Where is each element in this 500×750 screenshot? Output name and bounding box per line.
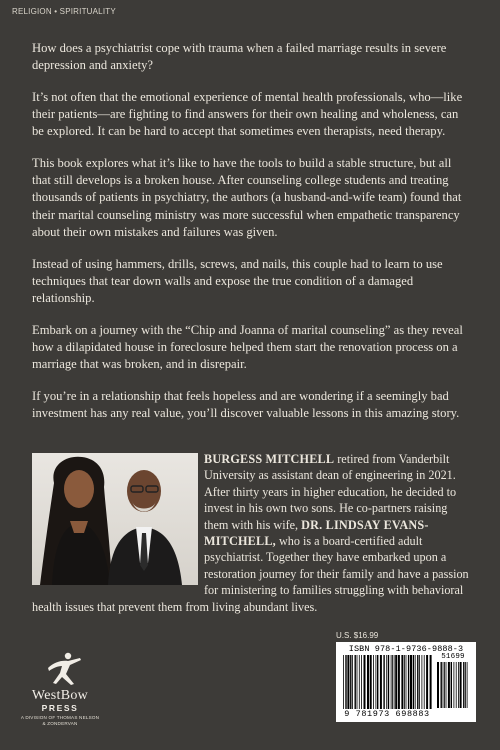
barcode-bar xyxy=(343,655,344,709)
barcode-bar xyxy=(410,655,412,709)
barcode-bar xyxy=(345,655,346,709)
barcode-bar xyxy=(376,655,377,709)
barcode-bar xyxy=(355,655,356,709)
barcode-bar xyxy=(467,662,468,708)
barcode-bar xyxy=(422,655,423,709)
barcode-bars xyxy=(342,655,434,709)
barcode-bar xyxy=(352,655,353,709)
publisher-division xyxy=(18,715,102,727)
barcode-bar xyxy=(370,655,372,709)
author-bio xyxy=(32,451,472,615)
barcode-bar xyxy=(456,662,457,708)
author-name-burgess: BURGESS MITCHELL xyxy=(204,452,335,466)
isbn-barcode xyxy=(336,642,476,722)
barcode-bar xyxy=(394,655,395,709)
barcode-bar xyxy=(388,655,389,709)
barcode-bar xyxy=(350,655,351,709)
barcode-bar xyxy=(441,662,442,708)
price-label: U.S. $16.99 xyxy=(336,631,379,640)
barcode-bar xyxy=(377,655,378,709)
bio-text-part-2: who is a board-certified adult psychiatrist. Together they have embarked upon a restoration journey for their family and have a passion for ministering to families struggling with behavioral health issues that prevent them from living abundant lives. xyxy=(32,534,469,614)
barcode-bar xyxy=(444,662,445,708)
isbn-text: ISBN 978-1-9736-9888-3 xyxy=(348,644,464,654)
blurb-paragraph-2: It’s not often that the emotional experience of mental health professionals, who—like their patients—are fighting to find answers for their own healing and wholeness, can be explored. It can be hard to accept that sometimes even therapists, need therapy. xyxy=(32,89,463,139)
publisher-name: WestBow xyxy=(31,688,89,703)
barcode-bar xyxy=(454,662,455,708)
barcode-bar xyxy=(419,655,420,709)
blurb-paragraph-5: Embark on a journey with the “Chip and Joanna of marital counseling” as they reveal how a dilapidated house in foreclosure helped them start the renovation process on a marriage that was broken, and in disrepair. xyxy=(32,322,463,372)
barcode-bar xyxy=(437,662,439,708)
category-label: RELIGION • SPIRITUALITY xyxy=(12,7,116,16)
barcode-bar xyxy=(359,655,360,709)
barcode-bar xyxy=(408,655,409,709)
barcode-bar xyxy=(373,655,374,709)
barcode-addon-digits: 51699 xyxy=(441,653,465,661)
barcode-bar xyxy=(364,655,366,709)
barcode-bar xyxy=(406,655,407,709)
barcode-bar xyxy=(357,655,358,709)
photo-spacer xyxy=(32,451,204,586)
publisher-logo xyxy=(18,648,102,738)
barcode-bar xyxy=(465,662,466,708)
blurb-paragraph-1: How does a psychiatrist cope with trauma when a failed marriage results in severe depression and anxiety? xyxy=(32,41,447,73)
barcode-bar xyxy=(395,655,397,709)
publisher-press: PRESS xyxy=(41,703,79,713)
barcode-bar xyxy=(443,662,444,708)
barcode-bar xyxy=(458,662,459,708)
barcode-bar xyxy=(463,662,464,708)
barcode-bar xyxy=(386,655,387,709)
barcode-bar xyxy=(430,655,432,709)
barcode-bar xyxy=(417,655,418,709)
barcode-bar xyxy=(380,655,382,709)
barcode-bar xyxy=(383,655,384,709)
barcode-bar xyxy=(426,655,428,709)
publisher-division-line-2: & ZONDERVAN xyxy=(42,721,78,726)
barcode-bar xyxy=(401,655,403,709)
blurb-paragraph-6: If you’re in a relationship that feels hopeless and are wondering if a seemingly bad investment has any real value, you’ll discover valuable lessons in this amazing story. xyxy=(32,388,460,420)
blurb-paragraph-3: This book explores what it’s like to have the tools to build a stable structure, but all that still develops is a broken house. After counseling college students and treating thousands of patients in psychiatry, the authors (a husband-and-wife team) found that their marital counseling ministry was more successful when empathetic transparency about their own mistakes and failures was given. xyxy=(32,156,462,239)
barcode-bar xyxy=(460,662,462,708)
publisher-figure-icon xyxy=(18,648,102,688)
barcode-bar xyxy=(451,662,452,708)
barcode-bar xyxy=(398,655,400,709)
barcode-bar xyxy=(424,655,425,709)
barcode-bar xyxy=(391,655,392,709)
back-cover-blurb xyxy=(32,40,472,437)
barcode-bar xyxy=(448,662,450,708)
barcode-bar xyxy=(361,655,362,709)
barcode-bar xyxy=(347,655,349,709)
barcode-bar xyxy=(367,655,369,709)
publisher-division-line-1: A DIVISION OF THOMAS NELSON xyxy=(20,715,100,720)
barcode-bar xyxy=(404,655,405,709)
barcode-bar xyxy=(446,662,447,708)
barcode-bar xyxy=(413,655,414,709)
bio-text-part-1: retired from Vanderbilt University as assistant dean of engineering in 2021. After thirty years in higher education, he decided to invest in his own two sons. He co-partners raising them with his wife, xyxy=(204,452,457,532)
barcode-addon-bars xyxy=(436,662,470,708)
barcode-bar xyxy=(415,655,416,709)
author-name-lindsay: DR. LINDSAY EVANS-MITCHELL, xyxy=(204,517,429,549)
barcode-bar xyxy=(392,655,393,709)
blurb-paragraph-4: Instead of using hammers, drills, screws, and nails, this couple had to learn to use techniques that tear down walls and expose the true condition of a damaged relationship. xyxy=(32,256,443,305)
barcode-digits: 9 781973 698883 xyxy=(344,709,430,719)
